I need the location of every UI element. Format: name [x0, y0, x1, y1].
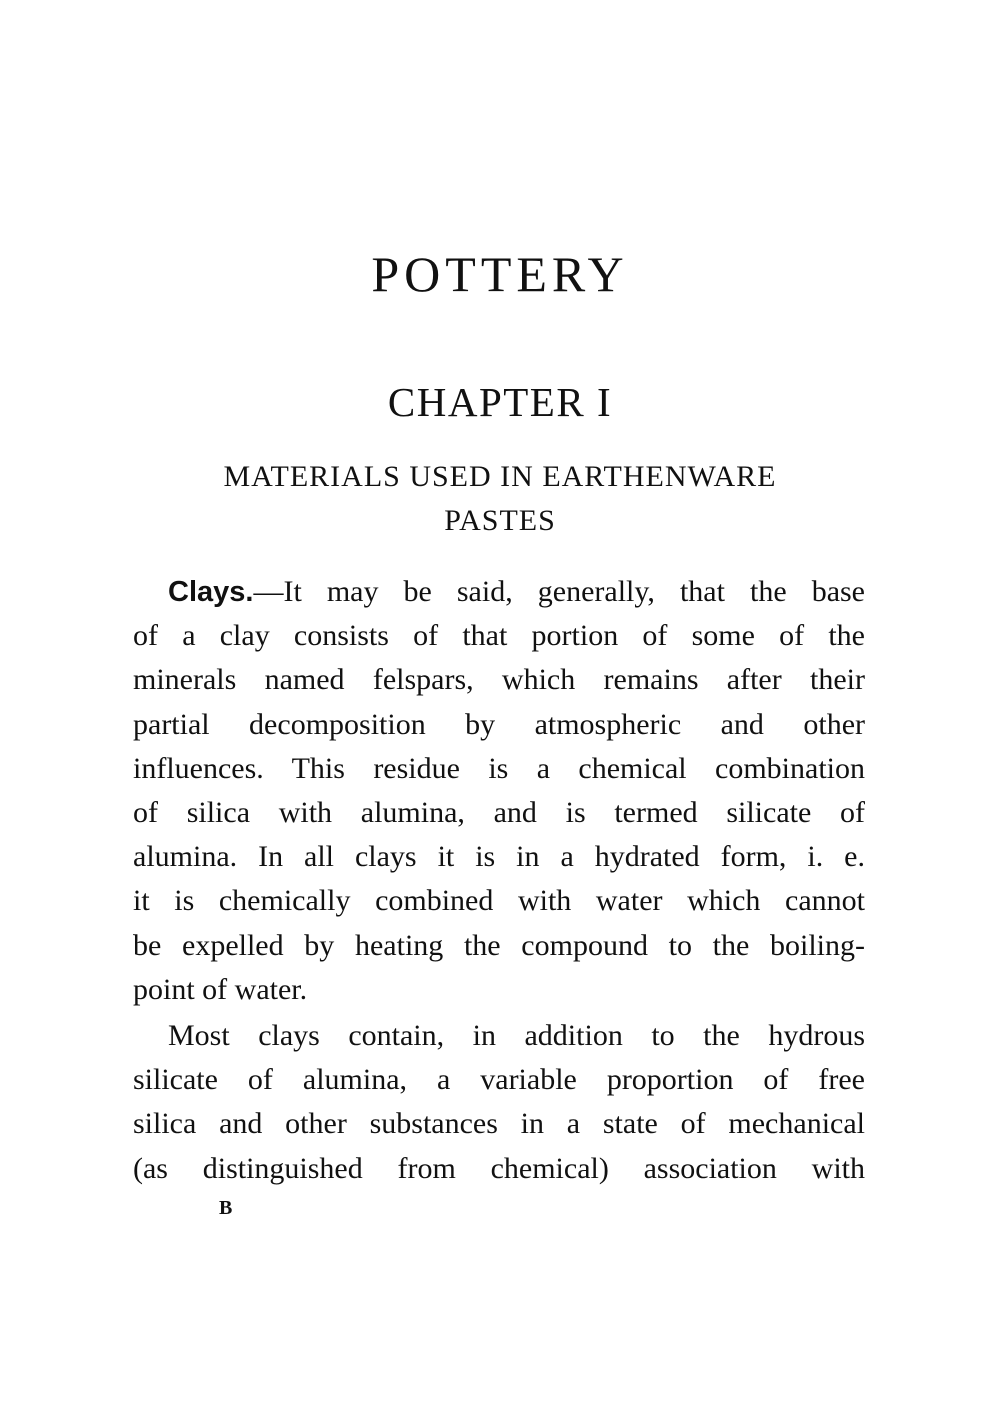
- book-title: POTTERY: [371, 246, 629, 302]
- text-line-content: —It may be said, generally, that the base: [253, 575, 865, 608]
- text-line: of silica with alumina, and is termed silicate of: [133, 796, 865, 830]
- chapter-subtitle: [0, 455, 1000, 543]
- text-line: silica and other substances in a state of mechanical: [133, 1107, 865, 1141]
- text-line: alumina. In all clays it is in a hydrated form, i. e.: [133, 840, 865, 874]
- body-text: [133, 570, 865, 1191]
- text-line: point of water.: [133, 972, 308, 1006]
- chapter-subtitle-line: MATERIALS USED IN EARTHENWARE: [223, 460, 777, 493]
- text-line: silicate of alumina, a variable proportion of free: [133, 1063, 865, 1097]
- chapter-subtitle-line: PASTES: [444, 504, 556, 537]
- paragraph-clays: [133, 570, 865, 1012]
- text-line: (as distinguished from chemical) association with: [133, 1151, 865, 1185]
- run-in-heading: Clays.: [168, 576, 254, 608]
- text-line: influences. This residue is a chemical combination: [133, 751, 865, 785]
- text-line: Most clays contain, in addition to the hydrous: [168, 1019, 865, 1053]
- text-line: minerals named felspars, which remains after their: [133, 663, 865, 697]
- text-line: of a clay consists of that portion of some of the: [133, 619, 865, 653]
- signature-mark: B: [219, 1197, 233, 1219]
- chapter-heading: CHAPTER I: [387, 379, 613, 425]
- text-line: it is chemically combined with water which cannot: [133, 884, 865, 918]
- text-line: partial decomposition by atmospheric and other: [133, 707, 865, 741]
- text-line: be expelled by heating the compound to the boiling-: [133, 928, 865, 962]
- text-line: [133, 570, 865, 614]
- paragraph-most-clays: [133, 1014, 865, 1191]
